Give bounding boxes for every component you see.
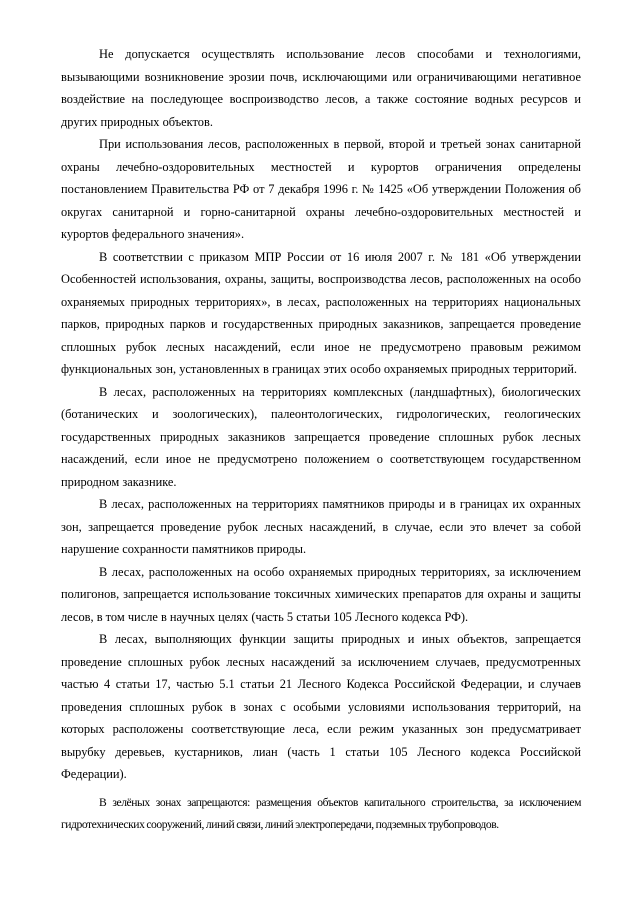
paragraph-natural-monuments: В лесах, расположенных на территориях памятников природы и в границах их охранных зон, запрещается проведение рубок лесных насаждений, в случае, если это влечет за собой нарушение сохранности памятников природы. — [61, 497, 581, 556]
paragraph-green-zones: В зелёных зонах запрещаются: размещения объектов капитального строительства, за исключением гидротехнических сооружений, линий связи, линий электропередачи, подземных трубопроводов. — [61, 795, 581, 831]
paragraph-toxic-chemicals: В лесах, расположенных на особо охраняемых природных территориях, за исключением полигонов, запрещается использование токсичных химических препаратов для охраны и защиты лесов, в том числе в научных целях (часть 5 статьи 105 Лесного кодекса РФ). — [61, 564, 581, 624]
paragraph-reserves: В лесах, расположенных на территориях комплексных (ландшафтных), биологических (ботанических и зоологических), палеонтологических, гидрологических, геологических государственных природных заказников запрещается проведение сплошных рубок лесных насаждений, если иное не предусмотрено положением о соответствующем государственном природном заказнике. — [61, 384, 581, 489]
paragraph-mpr-order: В соответствии с приказом МПР России от 16 июля 2007 г. № 181 «Об утверждении Особенностей использования, охраны, защиты, воспроизводства лесов, расположенных на особо охраняемых природных территориях», в лесах, расположенных на территориях национальных парков, природных парков и государственных природных заказников, запрещается проведение сплошных рубок лесных насаждений, если иное не предусмотрено правовым режимом функциональных зон, установленных в границах этих особо охраняемых природных территорий. — [61, 249, 581, 376]
paragraph-sanitary-zones: При использования лесов, расположенных в первой, второй и третьей зонах санитарной охраны лечебно-оздоровительных местностей и курортов ограничения определены постановлением Правительства РФ от 7 декабря 1996 г. № 1425 «Об утверждении Положения об округах санитарной и горно-санитарной охраны лечебно-оздоровительных местностей и курортов федерального значения». — [61, 137, 581, 241]
paragraph-protective-forests: В лесах, выполняющих функции защиты природных и иных объектов, запрещается проведение сплошных рубок лесных насаждений за исключением случаев, предусмотренных частью 4 статьи 17, частью 5.1 статьи 21 Лесного Кодекса Российской Федерации, и случаев проведения сплошных рубок в зонах с особыми условиями использования территорий, на которых расположены соответствующие леса, если режим указанных зон предусматривает вырубку деревьев, кустарников, лиан (часть 1 статьи 105 Лесного кодекса Российской Федерации). — [61, 632, 581, 781]
document-page — [61, 43, 581, 837]
paragraph-erosion: Не допускается осуществлять использование лесов способами и технологиями, вызывающими возникновение эрозии почв, исключающими или ограничивающими негативное воздействие на последующее воспроизводство лесов, а также состояние водных ресурсов и других природных объектов. — [61, 47, 581, 129]
